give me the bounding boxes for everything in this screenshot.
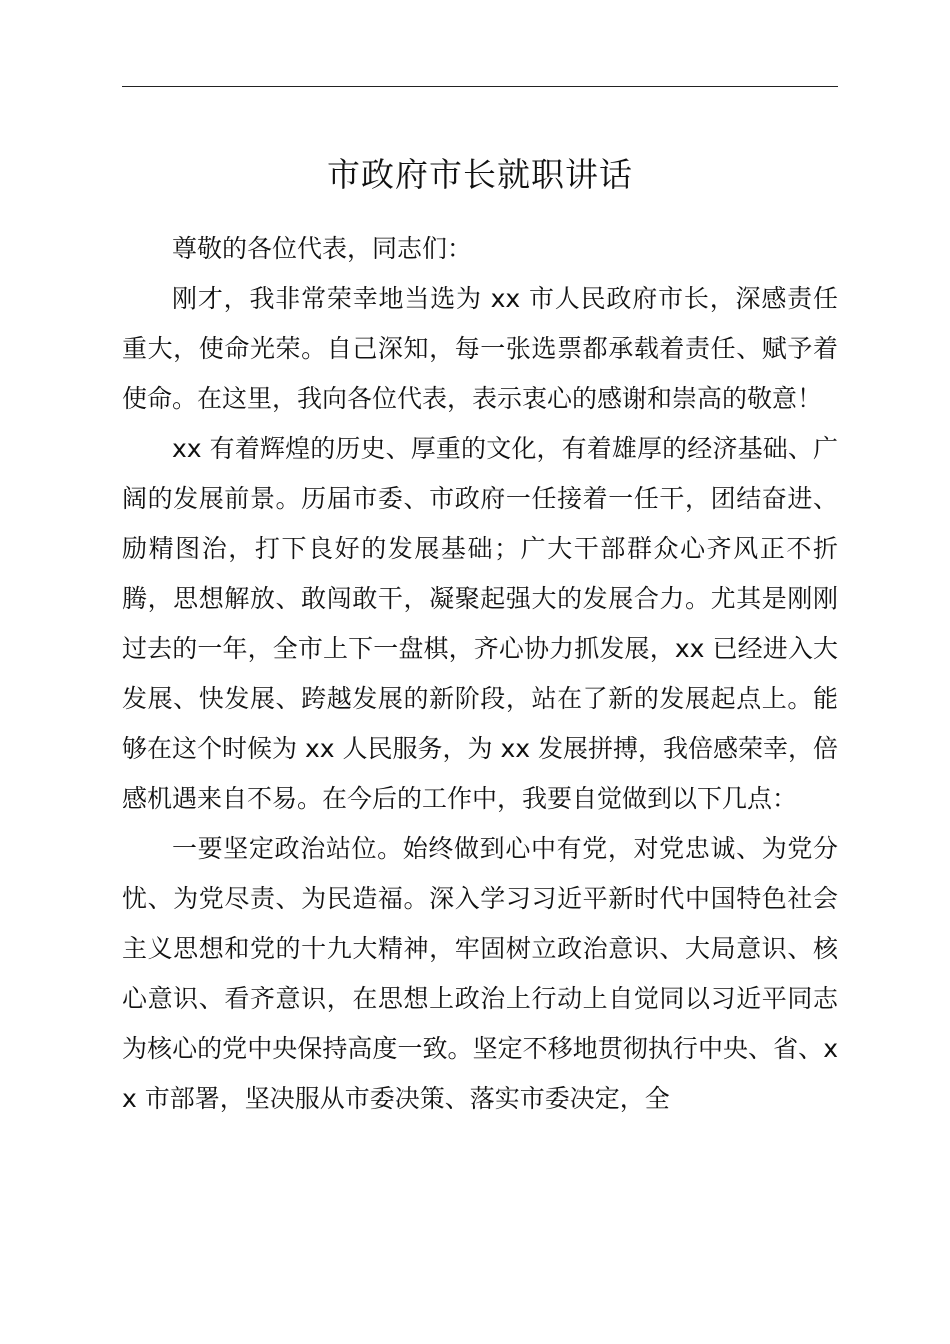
body-paragraph: 刚才，我非常荣幸地当选为 xx 市人民政府市长，深感责任重大，使命光荣。自己深知，每一张选票都承载着责任、赋予着使命。在这里，我向各位代表，表示衷心的感谢和崇高的敬意！: [122, 284, 838, 413]
salutation-paragraph: 尊敬的各位代表，同志们：: [172, 234, 473, 263]
header-rule: [122, 86, 838, 87]
document-title: 市政府市长就职讲话: [327, 155, 633, 194]
body-paragraph: 一要坚定政治站位。始终做到心中有党，对党忠诚、为党分忧、为党尽责、为民造福。深入学习习近平新时代中国特色社会主义思想和党的十九大精神，牢固树立政治意识、大局意识、核心意识、看齐意识，在思想上政治上行动上自觉同以习近平同志为核心的党中央保持高度一致。坚定不移地贯彻执行中央、省、xx 市部署，坚决服从市委决策、落实市委决定，全: [122, 834, 838, 1113]
document-body: [122, 224, 838, 1124]
body-paragraph: xx 有着辉煌的历史、厚重的文化，有着雄厚的经济基础、广阔的发展前景。历届市委、市政府一任接着一任干，团结奋进、励精图治，打下良好的发展基础；广大干部群众心齐风正不折腾，思想解放、敢闯敢干，凝聚起强大的发展合力。尤其是刚刚过去的一年，全市上下一盘棋，齐心协力抓发展，xx 已经进入大发展、快发展、跨越发展的新阶段，站在了新的发展起点上。能够在这个时候为 xx 人民服务，为 xx 发展拼搏，我倍感荣幸，倍感机遇来自不易。在今后的工作中，我要自觉做到以下几点：: [122, 434, 838, 813]
